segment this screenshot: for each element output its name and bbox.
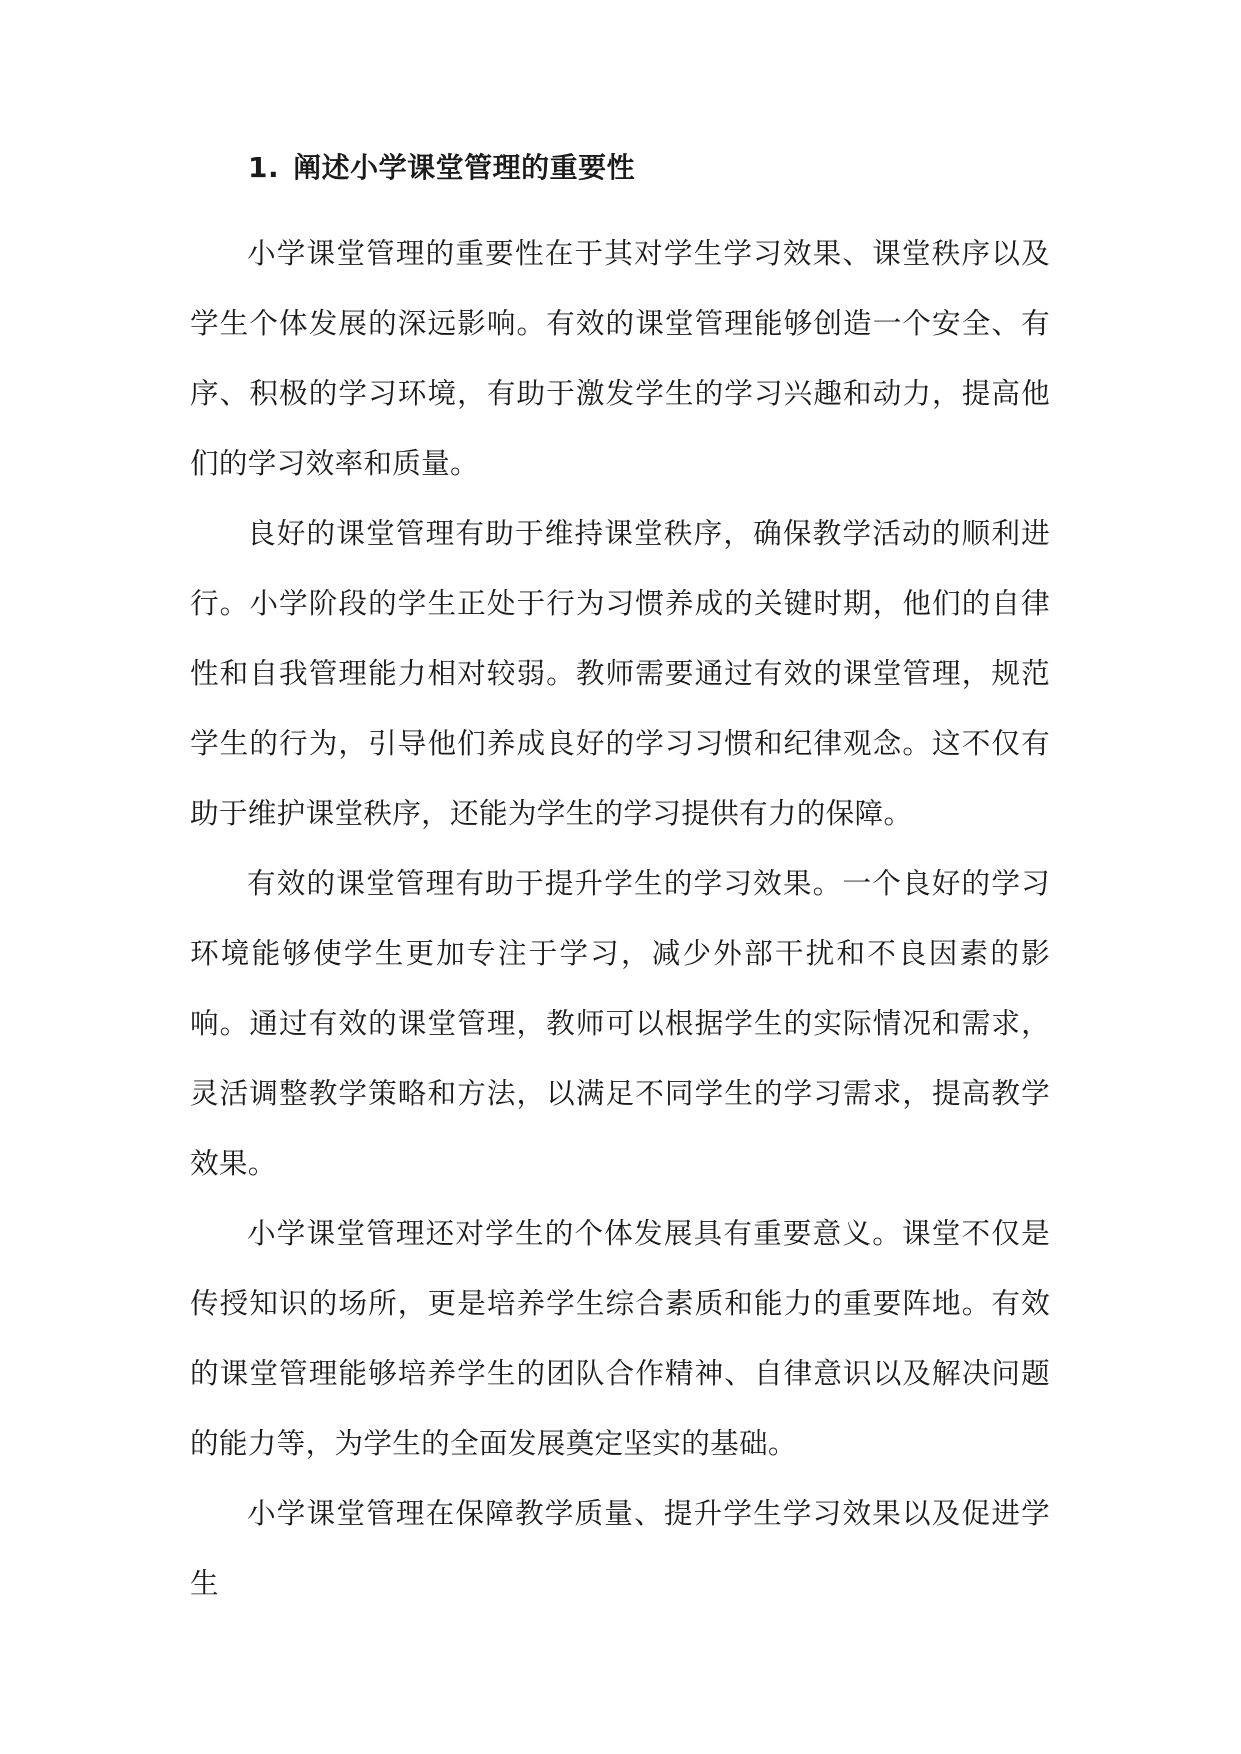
- section-number: 1.: [248, 151, 280, 184]
- section-heading: [190, 140, 1050, 196]
- paragraph: 小学课堂管理还对学生的个体发展具有重要意义。课堂不仅是传授知识的场所，更是培养学生综合素质和能力的重要阵地。有效的课堂管理能够培养学生的团队合作精神、自律意识以及解决问题的能力等，为学生的全面发展奠定坚实的基础。: [190, 1216, 1050, 1460]
- document-body: [190, 140, 1050, 1618]
- paragraph: 良好的课堂管理有助于维持课堂秩序，确保教学活动的顺利进行。小学阶段的学生正处于行为习惯养成的关键时期，他们的自律性和自我管理能力相对较弱。教师需要通过有效的课堂管理，规范学生的行为，引导他们养成良好的学习习惯和纪律观念。这不仅有助于维护课堂秩序，还能为学生的学习提供有力的保障。: [190, 516, 1050, 830]
- paragraph: 小学课堂管理在保障教学质量、提升学生学习效果以及促进学生: [190, 1496, 1050, 1600]
- paragraph: 小学课堂管理的重要性在于其对学生学习效果、课堂秩序以及学生个体发展的深远影响。有效的课堂管理能够创造一个安全、有序、积极的学习环境，有助于激发学生的学习兴趣和动力，提高他们的学习效率和质量。: [190, 236, 1050, 480]
- section-title: 阐述小学课堂管理的重要性: [293, 151, 636, 184]
- paragraph: 有效的课堂管理有助于提升学生的学习效果。一个良好的学习环境能够使学生更加专注于学习，减少外部干扰和不良因素的影响。通过有效的课堂管理，教师可以根据学生的实际情况和需求，灵活调整教学策略和方法，以满足不同学生的学习需求，提高教学效果。: [190, 866, 1050, 1180]
